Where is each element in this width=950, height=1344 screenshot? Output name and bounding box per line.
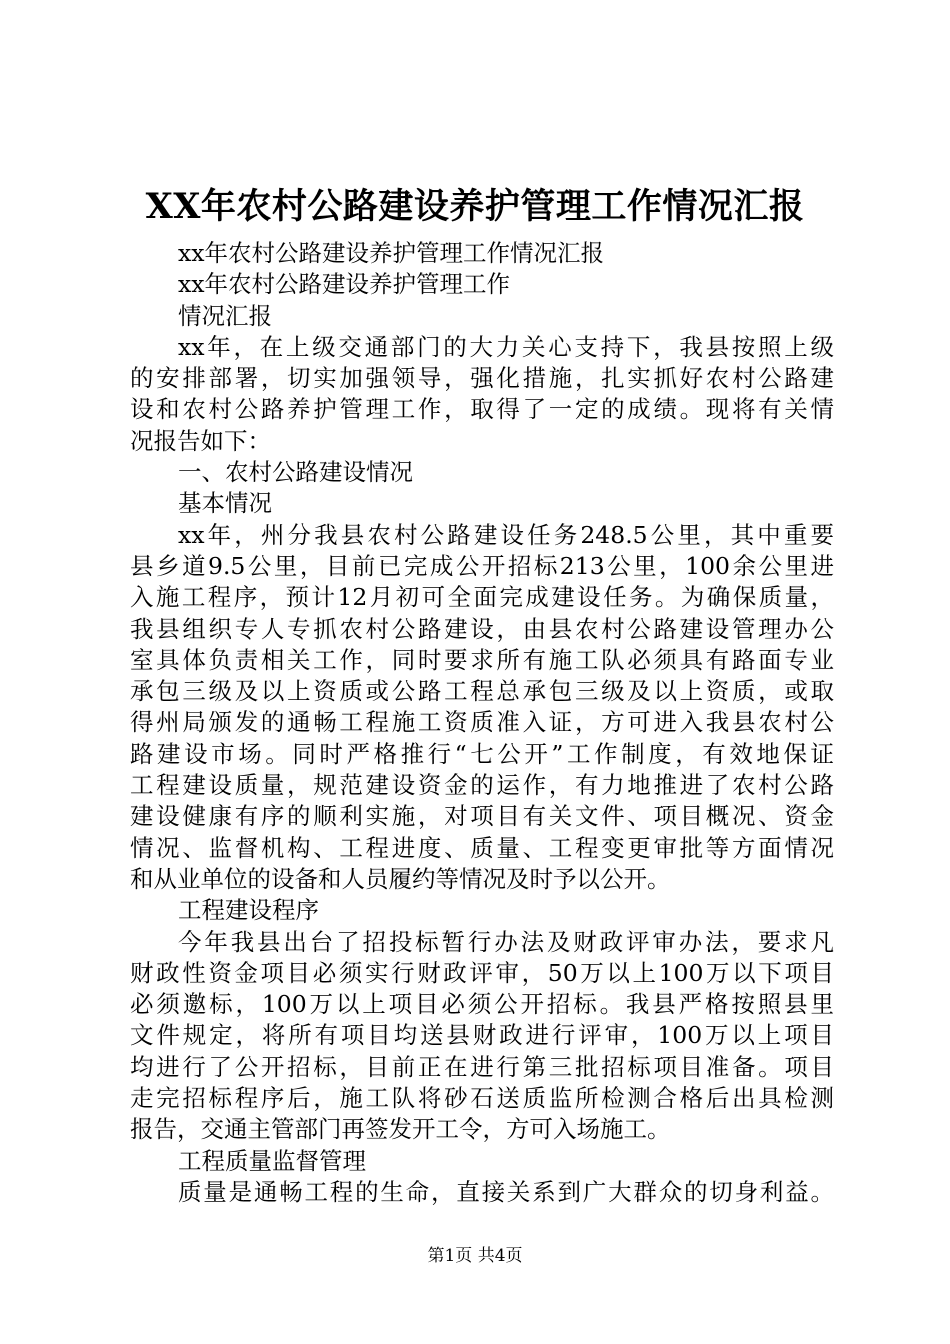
page-number: 第1页 共4页 (427, 1246, 523, 1266)
text-line: xx年，州分我县农村公路建设任务248.5公里，其中重要 (178, 520, 834, 549)
text-line: 走完招标程序后，施工队将砂石送质监所检测合格后出具检测 (130, 1084, 834, 1113)
text-line: 入施工程序，预计12月初可全面完成建设任务。为确保质量， (130, 583, 834, 612)
document-title: XX年农村公路建设养护管理工作情况汇报 (145, 186, 805, 227)
text-line: 今年我县出台了招投标暂行办法及财政评审办法，要求凡 (178, 927, 834, 956)
text-line: 况报告如下： (130, 426, 271, 455)
text-line: 质量是通畅工程的生命，直接关系到广大群众的切身利益。 (178, 1177, 834, 1206)
text-line: 工程建设质量，规范建设资金的运作，有力地推进了农村公路 (130, 771, 834, 800)
text-line: 情况汇报 (178, 301, 272, 330)
text-line: 报告，交通主管部门再签发开工令，方可入场施工。 (130, 1115, 671, 1144)
text-line: xx年，在上级交通部门的大力关心支持下，我县按照上级 (178, 332, 834, 361)
text-line: 必须邀标，100万以上项目必须公开招标。我县严格按照县里 (130, 990, 834, 1019)
text-line: xx年农村公路建设养护管理工作 (178, 270, 511, 299)
subsection-heading: 工程建设程序 (178, 896, 319, 925)
text-line: 县乡道9.5公里，目前已完成公开招标213公里，100余公里进 (130, 551, 834, 580)
text-line: 情况、监督机构、工程进度、质量、工程变更审批等方面情况 (130, 833, 834, 862)
text-line: xx年农村公路建设养护管理工作情况汇报 (178, 239, 605, 267)
subsection-heading: 工程质量监督管理 (178, 1146, 366, 1175)
text-line: 我县组织专人专抓农村公路建设，由县农村公路建设管理办公 (130, 614, 834, 643)
text-line: 承包三级及以上资质或公路工程总承包三级及以上资质，或取 (130, 677, 834, 706)
text-line: 设和农村公路养护管理工作，取得了一定的成绩。现将有关情 (130, 395, 834, 424)
text-line: 均进行了公开招标，目前正在进行第三批招标项目准备。项目 (130, 1052, 834, 1081)
text-line: 路建设市场。同时严格推行“七公开”工作制度，有效地保证 (130, 739, 834, 768)
text-line: 的安排部署，切实加强领导，强化措施，扎实抓好农村公路建 (130, 364, 834, 393)
section-heading: 一、农村公路建设情况 (178, 458, 413, 487)
text-line: 建设健康有序的顺利实施，对项目有关文件、项目概况、资金 (130, 802, 834, 831)
text-line: 文件规定，将所有项目均送县财政进行评审，100万以上项目 (130, 1021, 834, 1050)
subsection-heading: 基本情况 (178, 489, 272, 518)
text-line: 和从业单位的设备和人员履约等情况及时予以公开。 (130, 864, 671, 893)
document-body (130, 238, 834, 1208)
text-line: 室具体负责相关工作，同时要求所有施工队必须具有路面专业 (130, 645, 834, 674)
text-line: 财政性资金项目必须实行财政评审，50万以上100万以下项目 (130, 958, 834, 987)
text-line: 得州局颁发的通畅工程施工资质准入证，方可进入我县农村公 (130, 708, 834, 737)
